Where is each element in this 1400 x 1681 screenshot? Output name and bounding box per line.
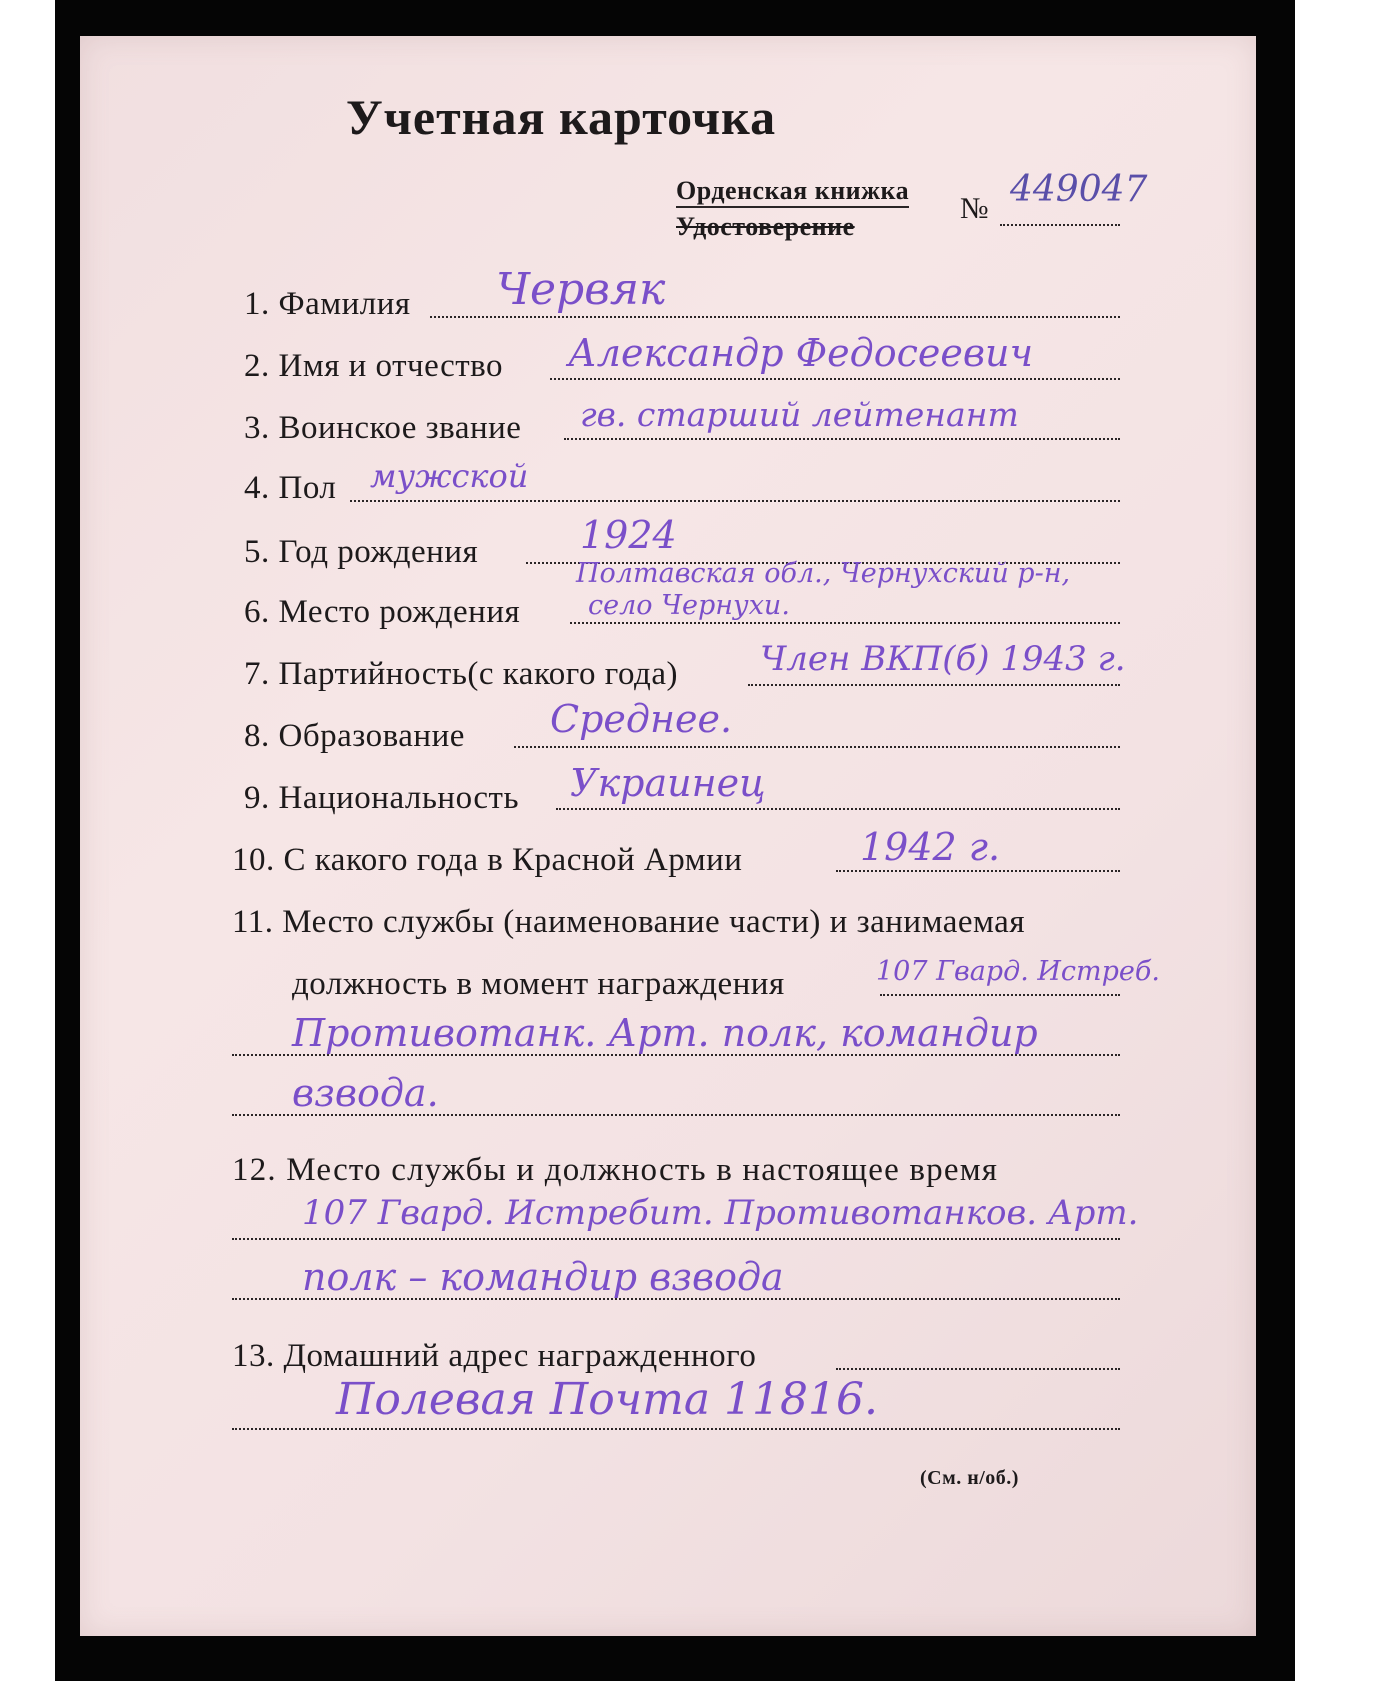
doc-type: Орденская книжка <box>676 178 909 208</box>
field-11-value-line3: взвода. <box>292 1071 439 1115</box>
field-11-label-line2: должность в момент награждения <box>292 966 785 1002</box>
field-4-value: мужской <box>370 457 529 495</box>
field-6-line <box>570 622 1120 624</box>
field-13-line2 <box>232 1428 1120 1430</box>
field-7-label: 7. Партийность(с какого года) <box>244 656 678 692</box>
field-10-line <box>836 870 1120 872</box>
field-5-label: 5. Год рождения <box>244 534 479 570</box>
field-1-label: 1. Фамилия <box>244 286 411 322</box>
card-number: 449047 <box>1010 169 1148 210</box>
doc-type-alt: Удостоверение <box>676 212 855 241</box>
field-6-label: 6. Место рождения <box>244 594 521 630</box>
field-11-line1 <box>880 994 1120 996</box>
field-2-label: 2. Имя и отчество <box>244 348 504 384</box>
field-4-label: 4. Пол <box>244 470 337 506</box>
field-12-line1 <box>232 1238 1120 1240</box>
field-1-line <box>430 316 1120 318</box>
field-10-value: 1942 г. <box>860 825 1001 869</box>
field-8-line <box>514 746 1120 748</box>
field-12-value-line2: полк – командир взвода <box>302 1255 784 1299</box>
field-7-value: Член ВКП(б) 1943 г. <box>760 639 1126 679</box>
field-12-label: 12. Место службы и должность в настоящее время <box>232 1152 999 1188</box>
field-10-label: 10. С какого года в Красной Армии <box>232 842 743 878</box>
field-2-value: Александр Федосеевич <box>568 331 1034 375</box>
field-13-value: Полевая Почта 11816. <box>336 1374 879 1425</box>
footer-note: (См. н/об.) <box>920 1467 1019 1489</box>
field-9-label: 9. Национальность <box>244 780 520 816</box>
field-12-value-line1: 107 Гвард. Истребит. Противотанков. Арт. <box>302 1193 1139 1233</box>
number-line <box>1000 224 1120 226</box>
field-13-label: 13. Домашний адрес награжденного <box>232 1338 757 1374</box>
field-3-label: 3. Воинское звание <box>244 410 522 446</box>
field-11-label-line1: 11. Место службы (наименование части) и занимаемая <box>232 904 1026 940</box>
field-6-value-line2: село Чернухи. <box>588 590 790 621</box>
field-3-line <box>564 438 1120 440</box>
field-11-value-line1: 107 Гвард. Истреб. <box>876 956 1160 987</box>
field-3-value: гв. старший лейтенант <box>580 395 1019 434</box>
field-11-value-line2: Противотанк. Арт. полк, командир <box>292 1011 1038 1055</box>
field-6-value-line1: Полтавская обл., Чернухский р-н, <box>576 558 1071 589</box>
field-2-line <box>550 378 1120 380</box>
field-8-label: 8. Образование <box>244 718 465 754</box>
field-8-value: Среднее. <box>550 697 733 741</box>
record-card <box>80 36 1256 1636</box>
field-5-value: 1924 <box>580 513 677 557</box>
card-title: Учетная карточка <box>346 89 777 145</box>
number-sign: № <box>960 192 990 225</box>
field-9-value: Украинец <box>570 761 766 805</box>
field-7-line <box>748 684 1120 686</box>
field-1-value: Червяк <box>496 264 666 315</box>
field-4-line <box>350 500 1120 502</box>
field-9-line <box>556 808 1120 810</box>
field-13-line1 <box>836 1368 1120 1370</box>
